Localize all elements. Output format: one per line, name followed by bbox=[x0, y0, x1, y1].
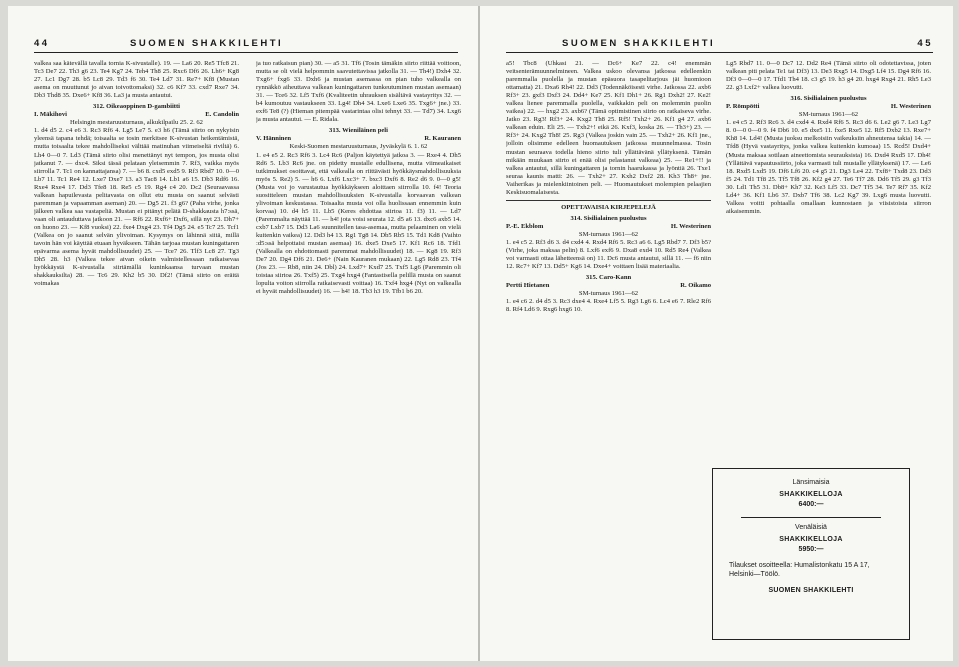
page-number: 45 bbox=[917, 38, 933, 49]
game-event: SM-turnaus 1961—62 bbox=[798, 111, 859, 119]
white-player: I. Mäkihovi bbox=[34, 111, 67, 119]
column bbox=[506, 60, 711, 649]
game-event: SM-turnaus 1961—62 bbox=[578, 230, 639, 238]
game-event: Keski-Suomen mestaruusturnaus, Jyväskylä 6. 1. 62 bbox=[289, 143, 428, 151]
white-player: V. Hänninen bbox=[256, 135, 292, 143]
black-player: H. Westerinen bbox=[890, 103, 931, 111]
ad-publisher: SUOMEN SHAKKILEHTI bbox=[768, 587, 854, 594]
ad-price: 5950:— bbox=[798, 546, 824, 553]
ad-product: SHAKKIKELLOJA bbox=[779, 491, 843, 498]
black-player: R. Oikamo bbox=[680, 282, 711, 290]
white-player: P.-E. Ekblom bbox=[506, 222, 544, 230]
game-players bbox=[726, 103, 931, 111]
game-heading: 312. Oikeaoppinen D-gambiitti bbox=[92, 103, 180, 111]
right-page-header bbox=[506, 38, 933, 53]
left-page bbox=[8, 6, 478, 661]
game-players bbox=[506, 282, 711, 290]
ad-origin: Venäläisiä bbox=[795, 524, 827, 531]
column bbox=[726, 60, 931, 460]
game-heading: 316. Sisilialainen puolustus bbox=[790, 95, 867, 103]
left-columns bbox=[34, 60, 462, 649]
game-players bbox=[34, 111, 239, 119]
game-annotation: Lg5 Rbd7 11. 0—0 Dc7 12. Dd2 Re4 (Tämä siirto oli odotettavissa, joten valkean piti pelata Te1 tai Df3) 13. De3 Rxg5 14. Dxg5 Lf4 15. Dg4 Rf6 16. Df3 0—0—0 17. Tfd1 Th4 18. c3 g5 19. h3 g4 20. hxg4 Rxg4 21. Rh5 Le3 22. g3 Lxf2+ valkea luovutti. bbox=[726, 60, 931, 92]
column bbox=[34, 60, 239, 649]
game-heading: 315. Caro-Kann bbox=[585, 274, 632, 282]
game-heading: 313. Wieniläinen peli bbox=[329, 127, 388, 135]
game-annotation: 1. d4 d5 2. c4 e6 3. Rc3 Rf6 4. Lg5 Le7 5. e3 h6 (Tämä siirto on nykyisin yleensä tapana tehdä; toisaalta se tosin merkitsee K-sivustan heikentämistä, mutta toisaalta tekee mahdolliseksi välttää matinuhan viimeiseltä riviltä) 6. Lh4 0—0 7. Ld3 (Tämä siirto olisi menettänyt nyt tempon, jos musta olisi jatkanut 7. — dxc4. Siksi tässä pelataan yleisemmin 7. Rf3, vaikka myös siirrolla 7. Tc1 on kannattajansa) 7. — b6 8. cxd5 exd5 9. Rf3 Rbd7 10. 0—0 Lb7 11. Tc1 Re4 12. Lxe7 Dxe7 13. a3 Tac8 14. Lb1 a6 15. Db3 Rdf6 16. Rxe4 Rxe4 17. Dd3 Tfe8 18. Re5 c5 19. Rg4 c4 20. Dc2 (Seuraavassa valkean hapuilevasta pelitavasta on ollut etu musta on saanut selvästi paremman ja vapaamman aseman) 20. — Dg5 21. f3 g6? (Paha virhe, jonka jälkeen valkea saa vastapeliä. Mustan ei pitänyt pelätä D-shakkausta h7:ssä, vaan oli antauduttava jatkoon 21. — Rf6 22. Rxf6+ Dxf6, sillä nyt 23. Dh7+ on huono 23. — Kf8 vuoksi) 22. fxe4 Dxg4 23. Tf4 Dg5 24. e5 Tc7 25. Tcf1 (Valkea on jo saanut selvän ylivoiman. Kysymys on lähinnä siitä, millä tavoin hän voi käyttää etuaan hyväkseen. Tähän tarjoaa mustan kuningattaren epävarma asema hyvät mahdollisuudet) 25. — Tce7 26. Tlf3 Lc8 27. Tg3 Dh5 28. h3 (Valkea tekee aivan oikein valmistellessaan ratkaisevaa hyökkäystä K-sivustalla siirtämällä kuninkaansa turvaan mustan shakkauksilta) 28. — Tc6 29. Kh2 b5 30. Df2! (Tämä siirto on eräitä voimakas bbox=[34, 127, 239, 288]
game-event: SM-turnaus 1961—62 bbox=[578, 290, 639, 298]
game-heading: OPETTAVAISIA KIRJEPELEJÄ bbox=[561, 203, 656, 211]
black-player: H. Westerinen bbox=[670, 222, 711, 230]
game-annotation: valkea saa kätevällä tavalla tornia K-sivustalle). 19. — La6 20. Re5 Tfc8 21. Tc3 De7 22. Th3 g6 23. Te4 Kg7 24. Teh4 Th8 25. Rxc6 Df6 26. Lh6+ Kg8 27. Lc1 Dg7 28. b5 Lc8 29. Td3 f6 30. Te4 Ld7 31. Re7+ Kf8 (Mustan asema on muuttunut jo aivan toivottomaksi) 32. c6 Kf7 33. cxd7 Rxe7 34. Db3 Thd8 35. Dxe6+ Kf8 36. La3 ja musta antautui. bbox=[34, 60, 239, 100]
white-player: Pertti Hietanen bbox=[506, 282, 550, 290]
ad-order-address: Tilaukset osoitteella: Humalistonkatu 15 A 17, Helsinki—Töölö. bbox=[729, 562, 870, 578]
game-heading: 314. Sisilialainen puolustus bbox=[570, 214, 647, 222]
page-title: SUOMEN SHAKKILEHTI bbox=[562, 38, 716, 49]
game-event: Helsingin mestaruusturnaus, alkukilpailu 25. 2. 62 bbox=[70, 119, 203, 127]
game-annotation: 1. e4 c5 2. Rf3 Rc6 3. d4 cxd4 4. Rxd4 Rf6 5. Rc3 d6 6. Le2 g6 7. Le3 Lg7 8. 0—0 0—0 9. f4 Db6 10. e5 dxe5 11. fxe5 Rxe5 12. Rf5 Dxb2 13. Rxe7+ Kh8 14. Ld4! (Musta juoksu melkoisiin vaikeuksiin ahneutensa takia) 14. — Tfd8 (Hyvä vastayritys, jonka valkea kuitenkin kumoaa) 15. Rcd5! Dxd4+ (Musta maksaa sotilaan aineettomista seurauksista) 16. Dxd4 Rxd5 17. Dh4! (Yllättävä vapautussiirto, joka varmasti tuli mustalle yllätyksenä) 17. — Le6 18. Rxd5 Lxd5 19. Df6 Lf6 20. c4 g5 21. Dg3 Le4 22. Txf8+ Txd8 23. Dd3 f5 24. Td1 Tf8 25. Tf5 Tf8 26. Kf2 g4 27. Te6 Tf7 28. Dd6 Tf5 29. g3 Tf3 30. Ld1 Th5 31. Db8+ Kh7 32. Ke3 Lf5 33. Dc7 Tf5 34. Te7 Rf7 35. Kf2 Ld4+ 36. Kf1 Lb6 37. Dxb7 Tf6 38. Lc2 Kg7 39. Lxg6 musta luovutti. Valkea voitti pohtaalla omallaan kunnostaen ja viisistoista siirron aikaisemmin. bbox=[726, 119, 931, 215]
advertisement-box bbox=[712, 468, 910, 640]
black-player: E. Candolin bbox=[205, 111, 239, 119]
page-title: SUOMEN SHAKKILEHTI bbox=[130, 38, 284, 49]
game-annotation: ja tuo ratkaisun pian) 30. — a5 31. Tf6 (Tosin tämäkin siirto riittää voittoon, mutta se oli vielä helpommin saavutettavissa jatkolla 31. — Th4!) Dxh4 32. Txg6+ fxg6 33. Dxh6 ja mustan asemassa on pian tuho valkealla on rynnäkkö aiheuttava valkean kuningattaren tunkeutuminen mustan asemaan) 31. — Tce6 32. Lf5 Txf6 (Kvaliteetin uhrauksen sisältävä vastayritys 32. — b4 kumoutuu vastaukseen 33. Lg4! Dh4 34. Lxe6 Lxe6 35. Txg6+ jne.) 33. exf6 Te8 (?) (Hieman pitempää vastarintaa olisi tehnyt 33. — Td7) 34. Lxg6 ja musta antautui. — E. Ridala. bbox=[256, 60, 461, 124]
column bbox=[256, 60, 461, 649]
game-annotation: a5! Tbc8 (Uhkasi 21. — Dc6+ Ke7 22. c4! enemmän veitsenterämuunnelmineen. Valkea uskoo olevansa jatkossa edelleenkin paremmalla puolella ja mustan epäsuora tasapelitarjous jäi huomioon ottamatta) 21. Dxa6 Rh4! 22. Dd3 (Todennäköisesti virhe. Jatkossa 22. axb6 Rf3+ 23. gxf3 Dxf3 24. Dd4+ Ke7 25. Kf1 Dh1+ 26. Rg1 Dxh2! 27. Ke2! valkea lienee paremmalla puolella, vaikkakin peli on molemmin puolin vaikea) 22. — hxg2 23. axb6? (Tämä optimistinen siirto on ratkaiseva virhe. Jatko 23. Rg3! Rf3+ 24. Kxg2 Th8 25. Rf5! Txh2+ 26. Kf1 g4 27. axb6 valkean eduin. Eli 25. — Txh2+! eikä 26. Kxf3, koska 26. — Th3+) 23. — Rf3+ 24. Kxg2 Th8! 25. Rg3 (Valkea joskin vain 25. — Txh2+ 26. Kf1 jne., jolloin olisimme edelleen huomautuksen jatkossa muunnelmassa. Tosin mustan seuraava todella hieno siirto tuli yllättävänä yllätyksenä. Tämän mikään muukaan siirto ei enää olisi pelastanut valkeaa) 25. — Re1+!! ja valkea antautui, sillä kuningattaren ja tornin haarukassa ja lyöntiä 26. Txe1 seuraa kaunis matti: 26. — Txh2+ 27. Kxh2 Dxf2 28. Kh3 Th8+ jne. Vaiherikas ja mielenkiintoinen peli. — Huomautukset molempien pelaajien Keskisuomalaisesta. bbox=[506, 60, 711, 196]
game-players bbox=[506, 223, 711, 231]
ad-divider bbox=[741, 517, 881, 518]
ad-origin: Länsimaisia bbox=[792, 479, 830, 486]
ad-price: 6400:— bbox=[798, 501, 824, 508]
section-rule bbox=[506, 200, 711, 201]
game-annotation: 1. e4 c5 2. Rf3 d6 3. d4 cxd4 4. Rxd4 Rf6 5. Rc3 a6 6. Lg5 Rbd7 7. Df3 b5? (Virhe, joka maksaa pelin) 8. Lxf6 exf6 9. Dxa8 exd4 10. Rd5 Re4 (Valkea voi varmasti ottaa lähetteensä on) 11. Dc6 musta antautui, sillä 11. — f6 niin 12. Rc7+ Kf7 13. Dd5+ Kg6 14. Dxe4+ voittaen lisää materiaalia. bbox=[506, 238, 711, 271]
left-page-header bbox=[34, 38, 458, 53]
black-player: R. Kauranen bbox=[424, 135, 461, 143]
game-players bbox=[256, 135, 461, 143]
white-player: P. Römpötti bbox=[726, 103, 760, 111]
game-annotation: 1. e4 c6 2. d4 d5 3. Rc3 dxe4 4. Rxe4 Lf5 5. Rg3 Lg6 6. Lc4 e6 7. Rle2 Rf6 8. Rf4 Ld6 9. Rxg6 hxg6 10. bbox=[506, 298, 711, 314]
right-page bbox=[480, 6, 953, 661]
game-annotation: 1. e4 e5 2. Rc3 Rf6 3. Lc4 Rc6 (Paljon käytettyä jatkoa 3. — Rxe4 4. Dh5 Rd6 5. Lb3 Rc6 jne. on pidetty mustalle edullisena, mutta viimeaikaiset tutkimukset osoittavat, että valkealla on riittävästi hyökkäysmahdollisuuksia myös 5. Re2) 5. — h6 6. Lxf6 Lxc3+ 7. bxc3 Dxf6 8. Re2 d6 9. 0—0 g5! (Musta voi jo varustautua hyökkäykseen aloittaen siirrolla 10. f4! Teoria suositteleen mustan mahdollisuuksien K-sivustalla korvaavan valkean ylivoiman keskustassa. Toisaalta musta voi olla huolissaan ennemmin kuin korvaa) 10. d4 h5 11. Lb5 (Keres ehdottaa siirtoa 11. f3) 11. — Ld7 (Paremmalta näyttää 11. — h4! jota voisi seurata 12. d5 a6 13. dxc6 axb5 14. cxb7 Lxb7 15. Dd3 La6 suunnitellen tasa-asemaa, mutta pelaaminen on vielä kuitenkin vaikea) 12. Dd3 h4 13. Rg1 Tg8 14. Db5 Rb5 15. Td1 Kd8 (Vaihto :d5:ssä helpottaisi mustan asemaa) 16. dxe5 Dxe5 17. Kf1 Rc6 18. Tfd1 (Valkealla on ehdottomasti paremmat mahdollisuudet) 18. — Kg8 19. Rf3 De7 20. Dg4 Df6 21. De6+ (Nain Kauranen mukaan) 22. Lg5 Rd8 23. Tf4 (Jos 23. — Rb8, niin 24. Dbl) 24. Lxd7+ Kxd7 25. Txf5 Lg6 (Paremmin oli toistaa siirtoa 26. Txf5) 25. Txg4 hxg4 (Fantastisella pelillä musta on saanut lopulta voiton siirrolla ratkaisevasti voittaa) 16. Txf4 hxg4 (Nyt on valkealla ei hyvät mahdollisuudet) 16. — h4! 18. Tb3 h3 19. Tfb1 b6 20. bbox=[256, 151, 461, 296]
ad-product: SHAKKIKELLOJA bbox=[779, 536, 843, 543]
page-number: 44 bbox=[34, 38, 50, 49]
